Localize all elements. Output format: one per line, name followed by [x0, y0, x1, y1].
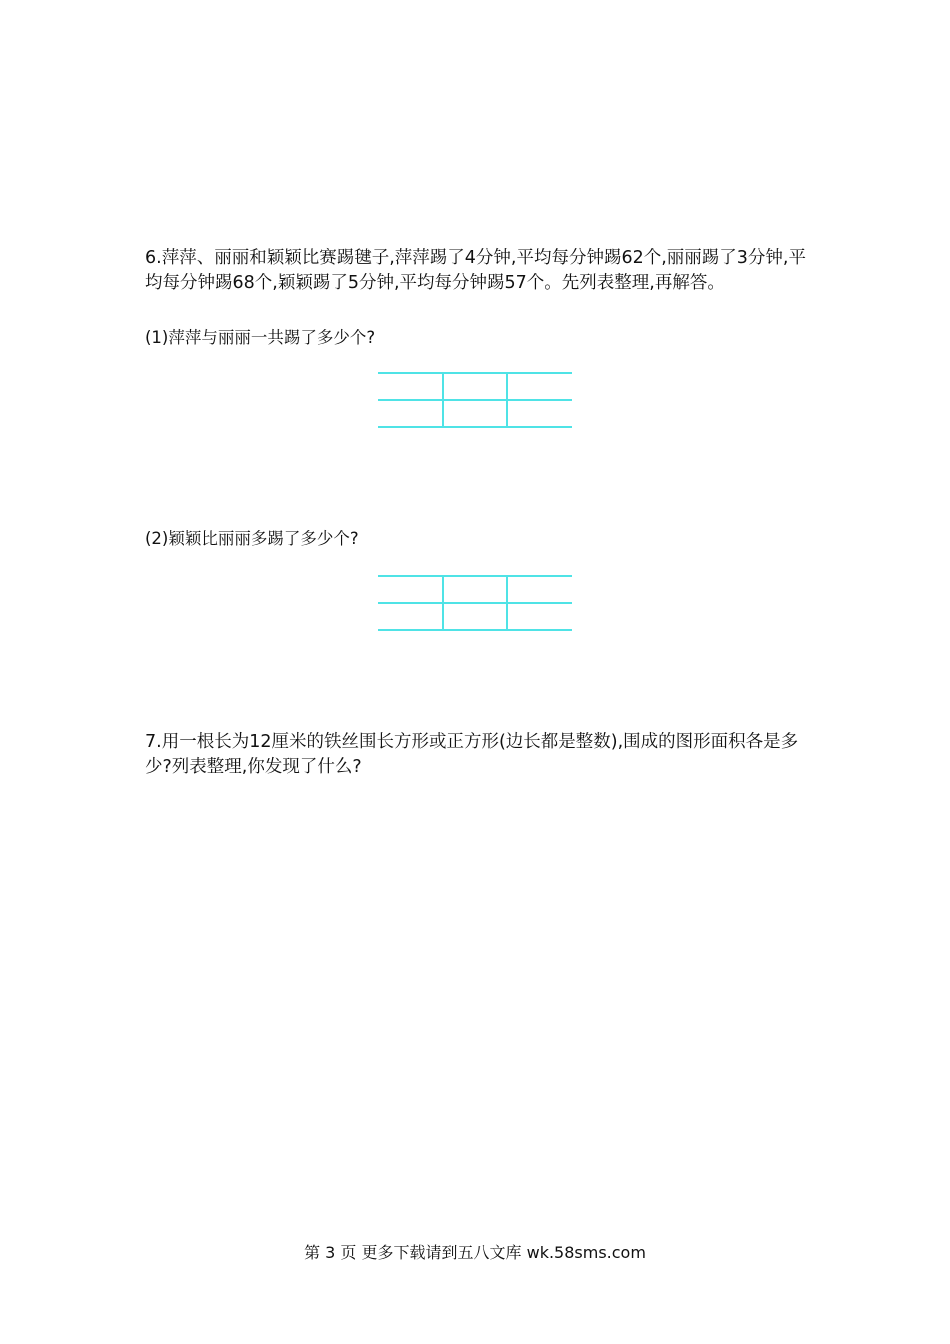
- page-footer: 第 3 页 更多下载请到五八文库 wk.58sms.com: [304, 1243, 646, 1262]
- answer-table-1-grid: [378, 372, 572, 428]
- answer-table-1: [378, 372, 572, 428]
- question-6-part-1: (1)萍萍与丽丽一共踢了多少个?: [145, 328, 376, 347]
- answer-table-2: [378, 575, 572, 631]
- question-7-text: 7.用一根长为12厘米的铁丝围长方形或正方形(边长都是整数),围成的图形面积各是多少?列表整理,你发现了什么?: [145, 732, 799, 777]
- question-6-part-2: (2)颖颖比丽丽多踢了多少个?: [145, 529, 359, 548]
- question-6-text: 6.萍萍、丽丽和颖颖比赛踢毽子,萍萍踢了4分钟,平均每分钟踢62个,丽丽踢了3分钟,平均每分钟踢68个,颖颖踢了5分钟,平均每分钟踢57个。先列表整理,再解答。: [145, 248, 806, 293]
- answer-table-2-grid: [378, 575, 572, 631]
